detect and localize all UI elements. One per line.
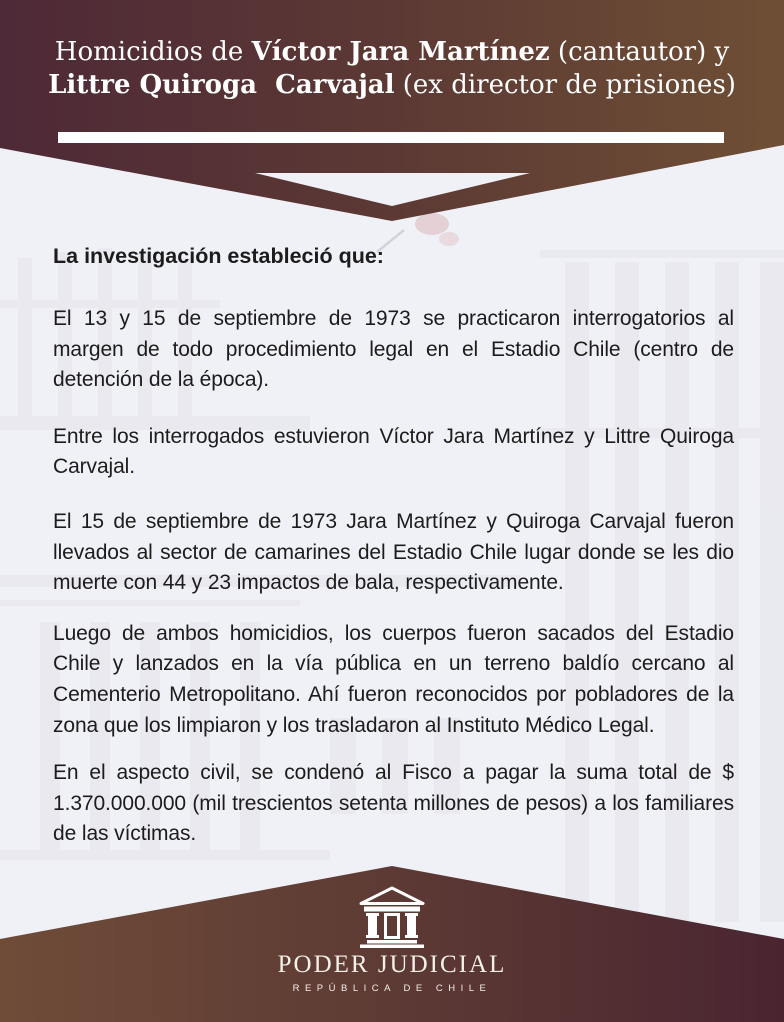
- title-segment: Homicidios de: [54, 37, 252, 67]
- title-segment: (ex director de prisiones): [394, 70, 736, 100]
- poder-judicial-logo: [0, 886, 784, 994]
- header-divider-bar: [58, 132, 724, 143]
- title-line: [0, 36, 784, 69]
- paragraph: Entre los interrogados estuvieron Víctor Jara Martínez y Littre Quiroga Carvajal.: [53, 424, 734, 479]
- paragraph: En el aspecto civil, se condenó al Fisco a pagar la suma total de $ 1.370.000.000 (mil trescientos setenta millones de pesos) a los familiares de las víctimas.: [53, 761, 734, 846]
- body-content: [53, 242, 734, 850]
- paragraph: El 13 y 15 de septiembre de 1973 se practicaron interrogatorios al margen de todo procedimiento legal en el Estadio Chile (centro de detención de la época).: [53, 307, 734, 392]
- title-segment: Víctor Jara Martínez: [251, 37, 550, 67]
- paragraph: El 15 de septiembre de 1973 Jara Martínez y Quiroga Carvajal fueron llevados al sector de camarines del Estadio Chile lugar donde se les dio muerte con 44 y 23 impactos de bala, respectivamente.: [53, 509, 734, 595]
- paragraph: Luego de ambos homicidios, los cuerpos fueron sacados del Estadio Chile y lanzados en la vía pública en un terreno baldío cercano al Cementerio Metropolitano. Ahí fueron reconocidos por pobladores de la zona que los limpiaron y los trasladaron al Instituto Médico Legal.: [53, 621, 734, 737]
- section-heading: La investigación estableció que:: [53, 244, 384, 268]
- courthouse-icon: [357, 886, 427, 948]
- title-segment: Littre Quiroga Carvajal: [48, 70, 395, 100]
- paragraph-list: [53, 304, 734, 850]
- title-line: [0, 69, 784, 102]
- org-name: PODER JUDICIAL: [277, 951, 507, 978]
- title-segment: (cantautor) y: [549, 37, 730, 67]
- header-banner-shape: [0, 0, 784, 226]
- org-subtitle: REPÚBLICA DE CHILE: [292, 983, 492, 994]
- page-title: [0, 36, 784, 102]
